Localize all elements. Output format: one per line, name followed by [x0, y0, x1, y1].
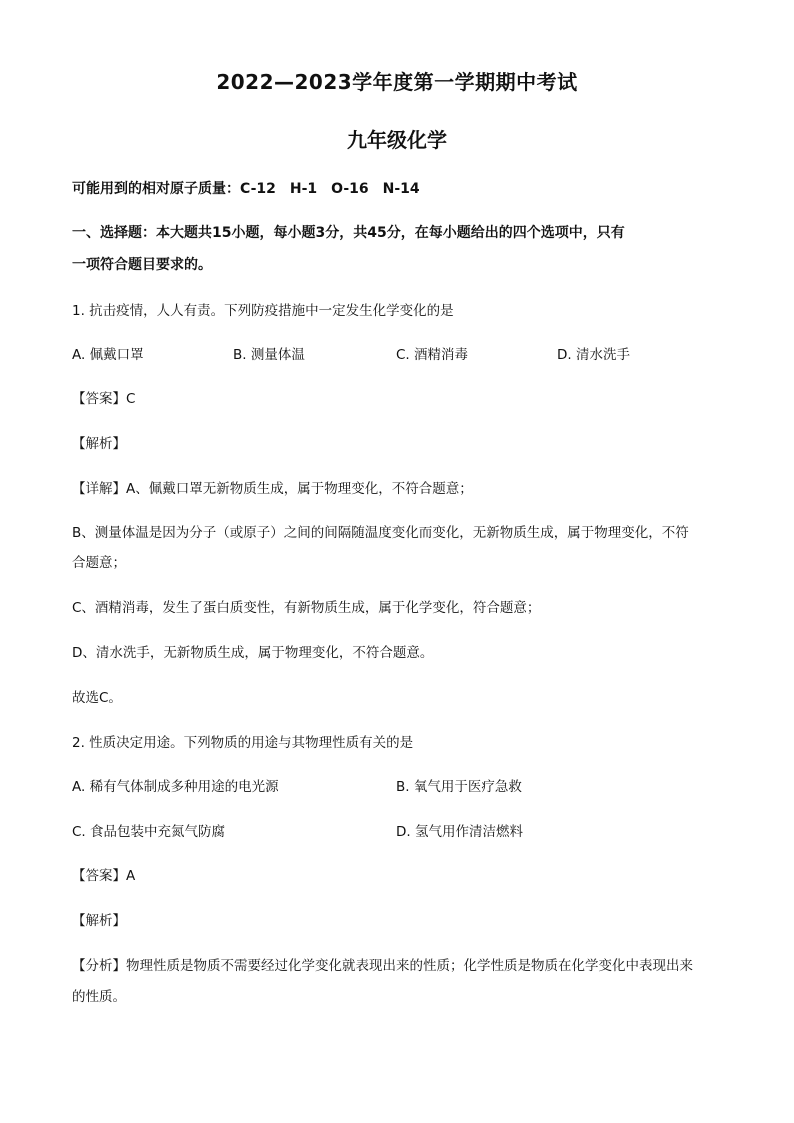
q2-option-c: C. 食品包装中充氮气防腐 [72, 824, 226, 840]
q1-detail-d: D、清水洗手，无新物质生成，属于物理变化，不符合题意。 [72, 645, 434, 661]
q2-answer-value: A [126, 868, 136, 884]
q1-answer-tag: 【答案】 [72, 391, 126, 407]
exam-title: 2022—2023学年度第一学期期中考试 [216, 70, 578, 94]
q1-detail-a-line [72, 477, 473, 497]
exam-subtitle: 九年级化学 [347, 128, 447, 152]
q1-detail-tag: 【详解】 [72, 481, 126, 497]
q1-analysis-tag: 【解析】 [72, 436, 126, 452]
q1-detail-a: A、佩戴口罩无新物质生成，属于物理变化，不符合题意； [126, 481, 473, 497]
atomic-masses-line: 可能用到的相对原子质量：C-12 H-1 O-16 N-14 [72, 181, 420, 197]
q1-option-d: D. 清水洗手 [557, 347, 630, 363]
q1-detail-c: C、酒精消毒，发生了蛋白质变性，有新物质生成，属于化学变化，符合题意； [72, 600, 541, 616]
q2-answer-tag: 【答案】 [72, 868, 126, 884]
q2-stem: 2. 性质决定用途。下列物质的用途与其物理性质有关的是 [72, 735, 414, 751]
q2-fenxi-line2: 的性质。 [72, 989, 126, 1005]
q2-fenxi-line1 [72, 954, 693, 974]
q1-answer-line [72, 387, 135, 407]
q2-option-a: A. 稀有气体制成多种用途的电光源 [72, 779, 279, 795]
q2-fenxi-tag: 【分析】 [72, 958, 126, 974]
q2-option-b: B. 氧气用于医疗急救 [396, 779, 522, 795]
q1-option-b: B. 测量体温 [233, 347, 305, 363]
q2-answer-line [72, 864, 135, 884]
q1-conclusion: 故选C。 [72, 690, 122, 706]
q2-analysis-tag: 【解析】 [72, 913, 126, 929]
q1-option-a: A. 佩戴口罩 [72, 347, 144, 363]
q1-option-c: C. 酒精消毒 [396, 347, 469, 363]
q2-fenxi-text: 物理性质是物质不需要经过化学变化就表现出来的性质；化学性质是物质在化学变化中表现出来 [126, 958, 693, 974]
q1-detail-b-line1: B、测量体温是因为分子（或原子）之间的间隔随温度变化而变化，无新物质生成，属于物理变化，不符 [72, 525, 689, 541]
q2-option-d: D. 氢气用作清洁燃料 [396, 824, 523, 840]
section1-heading-line1: 一、选择题：本大题共15小题，每小题3分，共45分，在每小题给出的四个选项中，只有 [72, 225, 625, 241]
q1-answer-value: C [126, 391, 136, 407]
section1-heading-line2: 一项符合题目要求的。 [72, 257, 212, 273]
q1-detail-b-line2: 合题意； [72, 555, 126, 571]
q1-stem: 1. 抗击疫情，人人有责。下列防疫措施中一定发生化学变化的是 [72, 303, 454, 319]
